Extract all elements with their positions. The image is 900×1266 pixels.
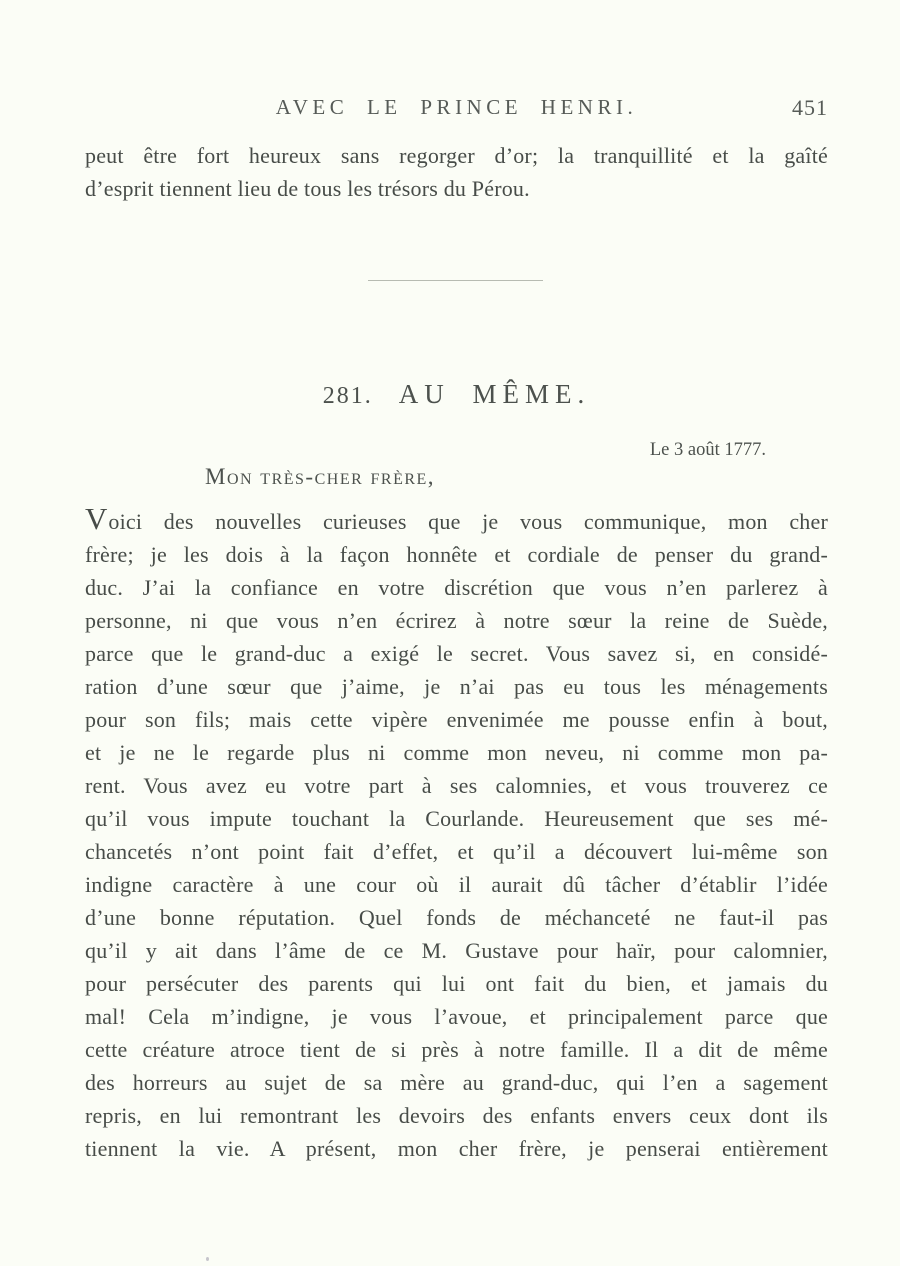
letter-salutation: Mon très-cher frère, — [205, 464, 436, 489]
drop-initial: V — [85, 501, 108, 536]
text-line: qu’il y ait dans l’âme de ce M. Gustave pour haïr, pour calomnier, — [85, 938, 828, 963]
letter-date: Le 3 août 1777. — [649, 440, 766, 460]
text-line: tiennent la vie. A présent, mon cher frère, je penserai entièrement — [85, 1136, 828, 1161]
text-line: cette créature atroce tient de si près à notre famille. Il a dit de même — [85, 1037, 828, 1062]
text-line: qu’il vous impute touchant la Courlande. Heureusement que ses mé- — [85, 806, 828, 831]
continuation-paragraph — [85, 139, 828, 205]
text-line: duc. J’ai la confiance en votre discrétion que vous n’en parlerez à — [85, 575, 828, 600]
text-line: et je ne le regarde plus ni comme mon neveu, ni comme mon pa- — [85, 740, 828, 765]
letter-number: 281. — [322, 383, 373, 409]
text-line: d’esprit tiennent lieu de tous les trésors du Pérou. — [85, 176, 530, 201]
section-divider-rule — [368, 280, 543, 281]
running-header-title: AVEC LE PRINCE HENRI. — [275, 95, 638, 119]
text-line: mal! Cela m’indigne, je vous l’avoue, et principalement parce que — [85, 1004, 828, 1029]
text-line: d’une bonne réputation. Quel fonds de méchanceté ne faut-il pas — [85, 905, 828, 930]
letter-body — [85, 502, 828, 1165]
text-line: chancetés n’ont point fait d’effet, et qu’il a découvert lui-même son — [85, 839, 828, 864]
text-line: parce que le grand-duc a exigé le secret. Vous savez si, en considé- — [85, 641, 828, 666]
text-line: rent. Vous avez eu votre part à ses calomnies, et vous trouverez ce — [85, 773, 828, 798]
text-line: pour son fils; mais cette vipère envenimée me pousse enfin à bout, — [85, 707, 828, 732]
text-line: pour persécuter des parents qui lui ont fait du bien, et jamais du — [85, 971, 828, 996]
text-line — [85, 502, 828, 538]
page-number: 451 — [792, 95, 828, 120]
text-line: peut être fort heureux sans regorger d’or; la tranquillité et la gaîté — [85, 143, 828, 168]
scan-artifact-dot — [206, 1257, 209, 1261]
text-line: ration d’une sœur que j’aime, je n’ai pas eu tous les ménagements — [85, 674, 828, 699]
text-line: indigne caractère à une cour où il aurait dû tâcher d’établir l’idée — [85, 872, 828, 897]
text-line: frère; je les dois à la façon honnête et cordiale de penser du grand- — [85, 542, 828, 567]
running-header — [85, 95, 828, 123]
letter-title: AU MÊME. — [398, 379, 591, 409]
text-line: personne, ni que vous n’en écrirez à notre sœur la reine de Suède, — [85, 608, 828, 633]
letter-heading — [85, 379, 828, 410]
text-line: des horreurs au sujet de sa mère au grand-duc, qui l’en a sagement — [85, 1070, 828, 1095]
text-line-rest: oici des nouvelles curieuses que je vous communique, mon cher — [108, 509, 828, 534]
text-line: repris, en lui remontrant les devoirs des enfants envers ceux dont ils — [85, 1103, 828, 1128]
